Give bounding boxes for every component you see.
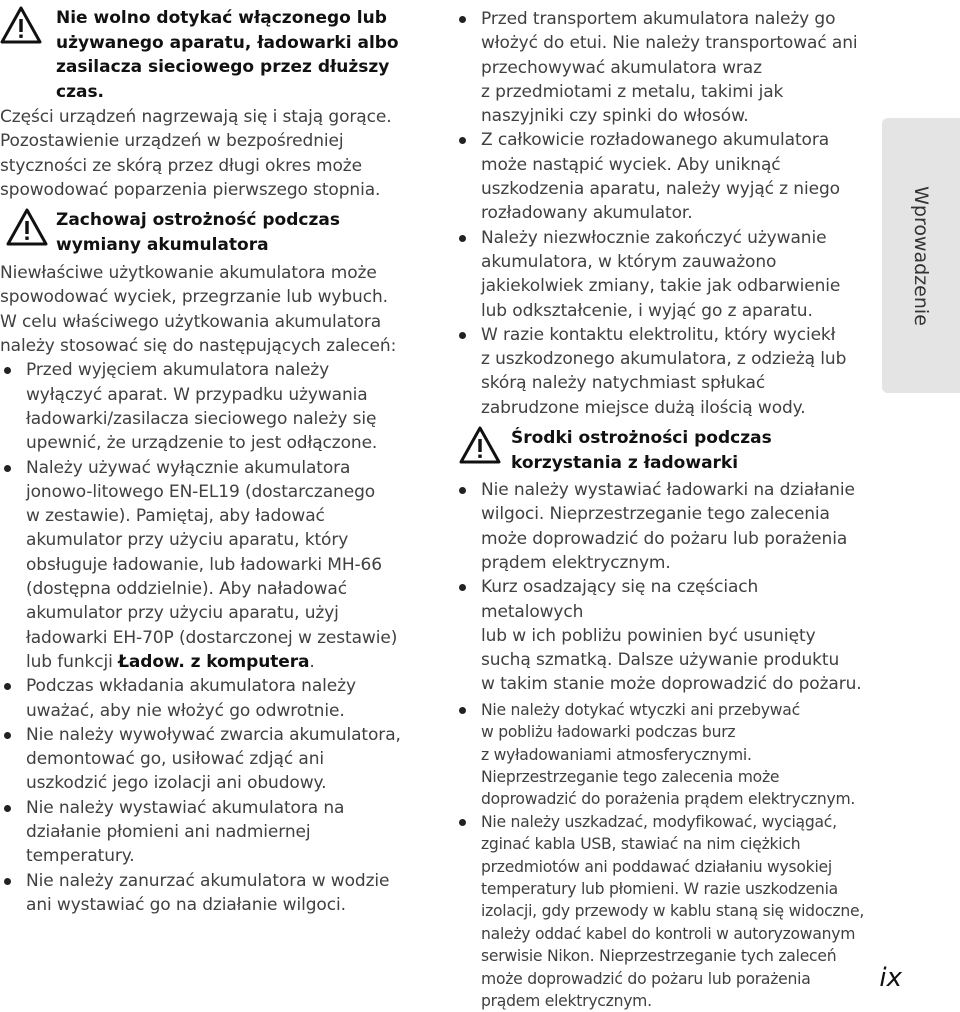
menu-option-name: Ładow. z komputera [118, 651, 310, 672]
charger-bullet-list [455, 478, 865, 1012]
warning-body: Niewłaściwe użytkowanie akumulatora może spowodować wyciek, przegrzanie lub wybuch. W celu właściwego użytkowania akumulatora należy stosować się do następujących zaleceń: [0, 263, 397, 357]
list-item: W razie kontaktu elektrolitu, który wyciekł z uszkodzonego akumulatora, z odzieżą lub skórą należy natychmiast spłukać zabrudzone miejsce dużą ilością wody. [455, 323, 865, 420]
warning-battery-replace [0, 208, 415, 257]
list-item: Nie należy dotykać wtyczki ani przebywać w pobliżu ładowarki podczas burz z wyładowaniami atmosferycznymi. Nieprzestrzeganie tego zalecenia może doprowadzić do porażenia prądem elektrycznym. [455, 699, 865, 811]
list-item: Należy używać wyłącznie akumulatora jonowo-litowego EN-EL19 (dostarczanego w zestawie). Pamiętaj, aby ładować akumulator przy użyciu aparatu, który obsługuje ładowanie, lub ładowarki MH-66 (dostępna oddzielnie). Aby naładować akumulator przy użyciu aparatu, użyj ładowarki EH-70P (dostarczonej w zestawie) lub funkcji Ładow. z komputera. [0, 456, 415, 675]
left-column [0, 0, 415, 917]
right-column [455, 7, 865, 1012]
warning-body: Części urządzeń nagrzewają się i stają gorące. Pozostawienie urządzeń w bezpośredniej styczności ze skórą przez długi okres może spowodować poparzenia pierwszego stopnia. [0, 107, 392, 200]
list-item: Przed transportem akumulatora należy go włożyć do etui. Nie należy transportować ani przechowywać akumulatora wraz z przedmiotami z metalu, takimi jak naszyjniki czy spinki do włosów. [455, 7, 865, 128]
warning-title: Nie wolno dotykać włączonego lub używanego aparatu, ładowarki albo zasilacza sieciowego przez dłuższy czas. [56, 8, 399, 102]
list-item: Podczas wkładania akumulatora należy uważać, aby nie włożyć go odwrotnie. [0, 674, 415, 723]
warning-title: Środki ostrożności podczas korzystania z ładowarki [511, 428, 772, 473]
list-item: Należy niezwłocznie zakończyć używanie akumulatora, w którym zauważono jakiekolwiek zmiany, takie jak odbarwienie lub odkształcenie, i wyjąć go z aparatu. [455, 226, 865, 323]
warning-title: Zachowaj ostrożność podczas wymiany akumulatora [56, 210, 340, 255]
warning-charger [455, 426, 865, 475]
list-item: Nie należy zanurzać akumulatora w wodzie ani wystawiać go na działanie wilgoci. [0, 869, 415, 918]
list-item: Nie należy uszkadzać, modyfikować, wyciągać, zginać kabla USB, stawiać na nim ciężkich przedmiotów ani poddawać działaniu wysokiej temperatury lub płomieni. W razie uszkodzenia izolacji, gdy przewody w kablu staną się widoczne, należy oddać kabel do kontroli w autoryzowanym serwisie Nikon. Nieprzestrzeganie tych zaleceń może doprowadzić do pożaru lub porażenia prądem elektrycznym. [455, 811, 865, 1012]
list-item: Nie należy wywoływać zwarcia akumulatora, demontować go, usiłować zdjąć ani uszkodzić jego izolacji ani obudowy. [0, 723, 415, 796]
page-number: ix [879, 963, 902, 993]
list-item: Przed wyjęciem akumulatora należy wyłączyć aparat. W przypadku używania ładowarki/zasilacza sieciowego należy się upewnić, że urządzenie to jest odłączone. [0, 358, 415, 455]
section-side-tab [882, 118, 960, 393]
warning-triangle-icon [459, 426, 501, 464]
warning-battery-heat [0, 6, 415, 104]
list-item: Kurz osadzający się na częściach metalowych lub w ich pobliżu powinien być usunięty suchą szmatką. Dalsze używanie produktu w takim stanie może doprowadzić do pożaru. [455, 575, 865, 696]
warning-triangle-icon [0, 6, 42, 44]
battery-bullet-list [0, 358, 415, 917]
list-item: Nie należy wystawiać ładowarki na działanie wilgoci. Nieprzestrzeganie tego zalecenia może doprowadzić do pożaru lub porażenia prądem elektrycznym. [455, 478, 865, 575]
list-item: Nie należy wystawiać akumulatora na działanie płomieni ani nadmiernej temperatury. [0, 796, 415, 869]
section-tab-label: Wprowadzenie [910, 185, 932, 326]
list-item: Z całkowicie rozładowanego akumulatora może nastąpić wyciek. Aby uniknąć uszkodzenia aparatu, należy wyjąć z niego rozładowany akumulator. [455, 128, 865, 225]
warning-triangle-icon [6, 208, 48, 246]
battery-bullet-list-continued [455, 7, 865, 420]
